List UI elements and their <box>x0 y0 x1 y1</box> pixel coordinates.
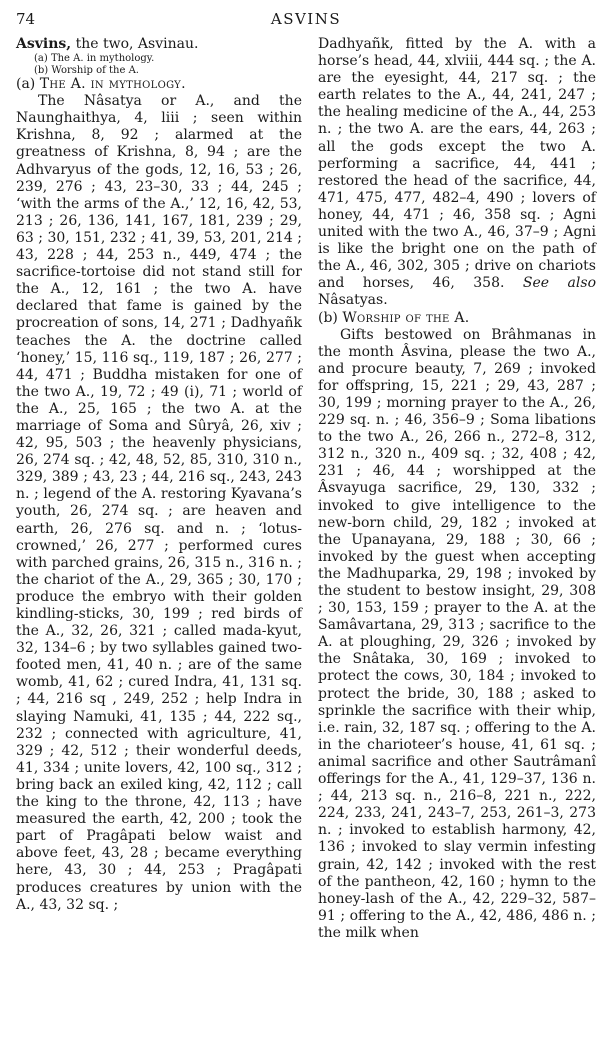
page-number: 74 <box>16 10 36 28</box>
section-a-continuation <box>318 36 596 310</box>
left-column <box>16 36 302 914</box>
section-b-label: (b) <box>318 309 338 326</box>
entry-definition: the two, Asvinau. <box>71 36 199 52</box>
section-b-text: Gifts bestowed on Brâhmanas in the month Âsvina, please the two A., and procure beauty, 7, 269 ; invoked for offspring, 15, 221 ; 29, 43, 287 ; 30, 199 ; morning prayer to the A., 26, 229 sq. n. ; 46, 356–9 ; Soma libations to the two A., 26, 266 n., 272–8, 312, 312 n., 320 n., 409 sq. ; 32, 408 ; 42, 231 ; 46, 44 ; worshipped at the Âsvayuga sacrifice, 29, 130, 332 ; invoked to give intelligence to the new-born child, 29, 182 ; invoked at the Upanayana, 29, 188 ; 30, 66 ; invoked by the guest when accepting the Madhuparka, 29, 198 ; invoked by the student to bestow insight, 29, 308 ; 30, 153, 159 ; prayer to the A. at the Samâvartana, 29, 313 ; sacrifice to the A. at ploughing, 29, 326 ; invoked by the Snâtaka, 30, 169 ; invoked to protect the cows, 30, 184 ; invoked to protect the bride, 30, 188 ; asked to sprinkle the sacrifice with their whip, i.e. rain, 32, 187 sq. ; offering to the A. in the charioteer’s house, 41, 61 sq. ; animal sacrifice and other Sautrâmanî offerings for the A., 41, 129–37, 136 n. ; 44, 213 sq. n., 216–8, 221 n., 222, 224, 233, 241, 243–7, 253, 261–3, 273 n. ; invoked to establish harmony, 42, 136 ; invoked to slay vermin infesting grain, 42, 142 ; invoked with the rest of the pantheon, 42, 160 ; hymn to the honey-lash of the A., 42, 229–32, 587–91 ; offering to the A., 42, 486, 486 n. ; the milk when <box>318 326 596 941</box>
section-a-text-left: The Nâsatya or A., and the Naunghaithya, 4, liii ; seen within Krishna, 8, 92 ; alarmed at the greatness of Krishna, 8, 94 ; are the Adhvaryus of the gods, 12, 16, 53 ; 26, 239, 276 ; 43, 23–30, 33 ; 44, 245 ; ‘with the arms of the A.,’ 12, 16, 42, 53, 213 ; 26, 136, 141, 167, 181, 239 ; 29, 63 ; 30, 151, 232 ; 41, 39, 53, 201, 214 ; 43, 228 ; 44, 253 n., 449, 474 ; the sacrifice-tortoise did not stand still for the A., 12, 161 ; the two A. have declared that fame is gained by the procreation of sons, 14, 271 ; Dadhyañk teaches the A. the doctrine called ‘honey,’ 15, 116 sq., 119, 187 ; 26, 277 ; 44, 471 ; Buddha mistaken for one of the two A., 19, 72 ; 49 (i), 71 ; world of the A., 25, 165 ; the two A. at the marriage of Soma and Sûryâ, 26, xiv ; 42, 95, 503 ; the heavenly physicians, 26, 274 sq. ; 42, 48, 52, 85, 310, 310 n., 329, 389 ; 43, 23 ; 44, 216 sq., 243, 243 n. ; legend of the A. restoring Kyavana’s youth, 26, 274 sq. ; are heaven and earth, 26, 276 sq. and n. ; ‘lotus-crowned,’ 26, 277 ; performed cures with parched grains, 26, 315 n., 316 n. ; the chariot of the A., 29, 365 ; 30, 170 ; produce the embryo with their golden kindling-sticks, 30, 199 ; red birds of the A., 32, 26, 321 ; called mada-kyut, 32, 134–6 ; by two syllables gained two-footed men, 41, 40 n. ; are of the same womb, 41, 62 ; cured Indra, 41, 131 sq. ; 44, 216 sq , 249, 252 ; help Indra in slaying Namuki, 41, 135 ; 44, 222 sq., 232 ; connected with agriculture, 41, 329 ; 42, 512 ; their wonderful deeds, 41, 334 ; unite lovers, 42, 100 sq., 312 ; bring back an exiled king, 42, 112 ; call the king to the throne, 42, 113 ; have measured the earth, 42, 200 ; took the part of Pragâpati below waist and above feet, 43, 28 ; became everything here, 43, 30 ; 44, 253 ; Pragâpati produces creatures by union with the A., 43, 32 sq. ; <box>16 93 302 913</box>
running-head: ASVINS <box>270 10 342 28</box>
subentry-b: (b) Worship of the A. <box>34 64 139 76</box>
section-a-title: The A. in mythology. <box>39 76 186 93</box>
right-column <box>318 36 596 942</box>
see-also-target: Nâsatyas. <box>318 292 388 309</box>
subentry-a: (a) The A. in mythology. <box>34 53 155 65</box>
entry-heading <box>16 36 302 53</box>
see-also-label: See also <box>522 275 596 292</box>
section-a-text-right: Dadhyañk, fitted by the A. with a horse’s head, 44, xlviii, 444 sq. ; the A. are the eyesight, 44, 217 sq. ; the earth relates to the A., 44, 241, 247 ; the healing medicine of the A., 44, 253 n. ; the two A. are the ears, 44, 263 ; all the gods except the two A. performing a sacrifice, 44, 441 ; restored the head of the sacrifice, 44, 471, 475, 477, 482–4, 490 ; lovers of honey, 44, 471 ; 46, 358 sq. ; Agni united with the two A., 46, 37–9 ; Agni is like the bright one on the path of the A., 46, 302, 305 ; drive on chariots and horses, 46, 358. <box>318 36 596 292</box>
section-b-heading <box>318 310 596 327</box>
section-a-label: (a) <box>16 76 36 93</box>
section-a-heading <box>16 76 302 93</box>
headword: Asvins, <box>16 36 72 52</box>
section-b-title: Worship of the A. <box>342 309 470 326</box>
